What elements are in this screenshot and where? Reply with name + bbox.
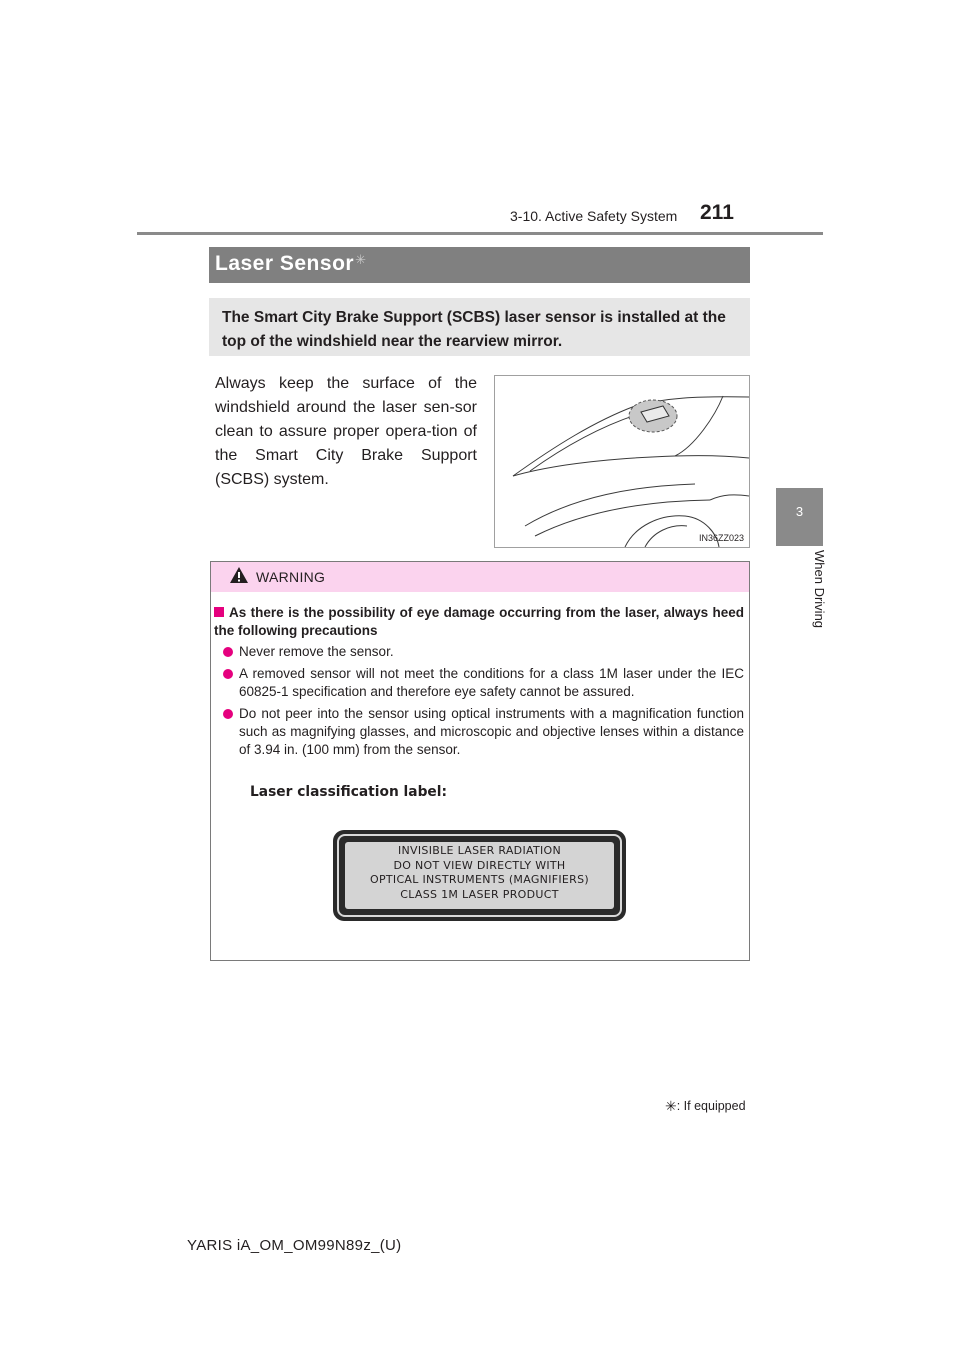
label-caption: Laser classification label: xyxy=(250,784,448,800)
footnote xyxy=(665,1098,746,1115)
car-windshield-drawing xyxy=(495,376,749,547)
page-number: 211 xyxy=(700,201,734,224)
laser-classification-label xyxy=(333,830,626,921)
chapter-number: 3 xyxy=(795,504,804,519)
section-header: 3-10. Active Safety System xyxy=(510,208,678,224)
warning-main-text: As there is the possibility of eye damage occurring from the laser, always heed the following precautions xyxy=(214,605,744,638)
warning-bullet-text: A removed sensor will not meet the conditions for a class 1M laser under the IEC 60825-1 specification and therefore eye safety cannot be assured. xyxy=(239,666,744,699)
square-bullet-icon xyxy=(214,607,224,617)
label-text xyxy=(345,844,614,902)
label-line: OPTICAL INSTRUMENTS (MAGNIFIERS) xyxy=(370,873,589,886)
label-line: DO NOT VIEW DIRECTLY WITH xyxy=(393,858,566,872)
windshield-sensor-illustration xyxy=(494,375,750,548)
figure-code: IN36ZZ023 xyxy=(698,533,744,543)
page-title xyxy=(215,252,366,276)
warning-main-item xyxy=(214,604,744,640)
chapter-title: When Driving xyxy=(812,550,827,629)
label-plate xyxy=(345,842,614,909)
intro-text: The Smart City Brake Support (SCBS) laser sensor is installed at the top of the windshield near the rearview mirror. xyxy=(222,309,726,350)
label-line: CLASS 1M LASER PRODUCT xyxy=(400,887,559,901)
warning-label: WARNING xyxy=(256,569,326,585)
warning-triangle-icon xyxy=(229,566,249,589)
if-equipped-marker: ✳ xyxy=(355,252,367,267)
warning-bullet-text: Do not peer into the sensor using optical instruments with a magnification function such as magnifying glasses, and microscopic and objective lenses within a distance of 3.94 in. (100 mm) from the sensor. xyxy=(239,706,744,757)
document-footer: YARIS iA_OM_OM99N89z_(U) xyxy=(187,1237,402,1254)
header-rule xyxy=(137,232,823,235)
footnote-marker: ✳ xyxy=(665,1098,677,1114)
warning-bullet xyxy=(223,705,744,759)
label-line: INVISIBLE LASER RADIATION xyxy=(397,844,562,857)
body-paragraph: Always keep the surface of the windshield around the laser sen-sor clean to assure proper opera-tion of the Smart City Brake Support (SCBS) system. xyxy=(215,375,477,488)
warning-bullet xyxy=(223,665,744,701)
circle-bullet-icon xyxy=(223,647,233,657)
footnote-text: : If equipped xyxy=(676,1099,746,1113)
title-label: Laser Sensor xyxy=(215,252,355,275)
warning-bullet xyxy=(223,643,744,661)
warning-bullet-text: Never remove the sensor. xyxy=(239,644,394,659)
circle-bullet-icon xyxy=(223,669,233,679)
circle-bullet-icon xyxy=(223,709,233,719)
